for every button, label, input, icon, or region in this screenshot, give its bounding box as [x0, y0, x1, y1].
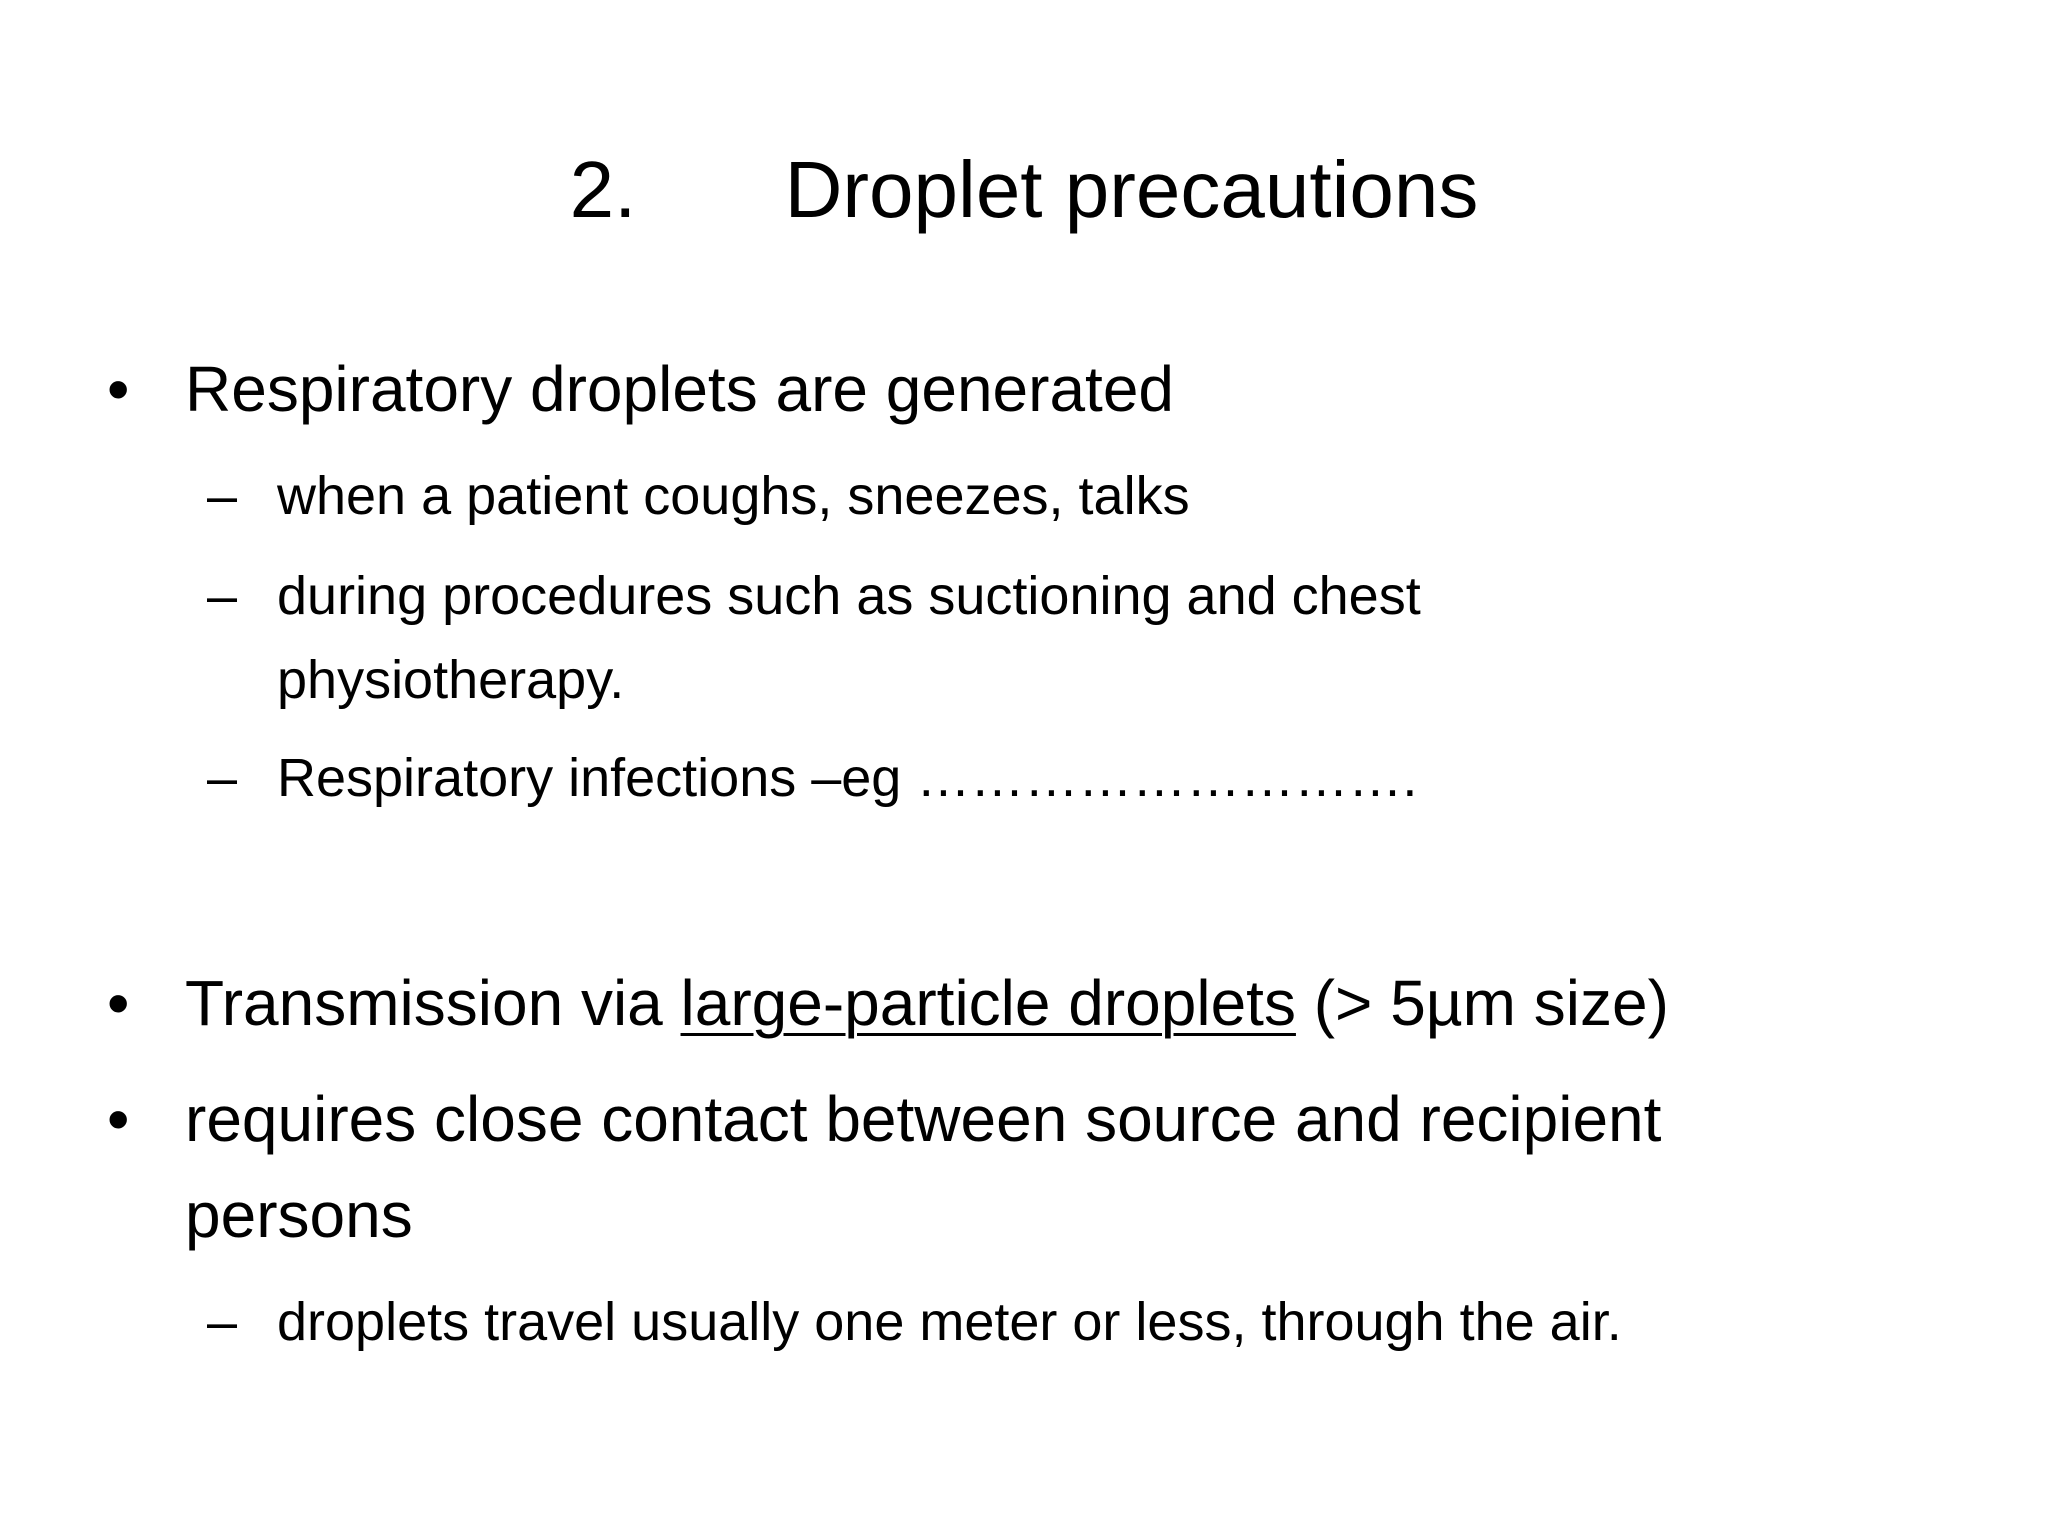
title-text: Droplet precautions [784, 145, 1479, 234]
bullet-text: requires close contact between source and recipient [185, 1083, 1662, 1155]
dash-glyph: – [207, 466, 238, 526]
sub-bullet-item [207, 742, 1418, 814]
title-number: 2. [569, 145, 637, 234]
underlined-term: large-particle droplets [680, 967, 1296, 1039]
sub-bullet-text: during procedures such as suctioning and chest [277, 566, 1421, 626]
sub-bullet-text: Respiratory infections –eg ………………………. [277, 748, 1418, 808]
dash-glyph: – [207, 566, 238, 626]
slide-title [0, 140, 2048, 240]
bullet-item [107, 960, 1669, 1046]
sub-bullet-text: droplets travel usually one meter or less, through the air. [277, 1292, 1622, 1352]
sub-bullet-item [207, 560, 1421, 632]
bullet-item [107, 346, 1174, 432]
bullet-text: persons [185, 1179, 413, 1251]
sub-bullet-item [207, 460, 1190, 532]
bullet-continuation [185, 1172, 413, 1258]
bullet-text-prefix: Transmission via [185, 967, 681, 1039]
dash-glyph: – [207, 748, 238, 808]
bullet-text-suffix: (> 5µm size) [1295, 967, 1669, 1039]
bullet-glyph: • [107, 1083, 130, 1155]
bullet-glyph: • [107, 353, 130, 425]
bullet-item [107, 1076, 1662, 1162]
sub-bullet-text: physiotherapy. [277, 650, 625, 710]
sub-bullet-continuation [277, 644, 624, 716]
bullet-text: Respiratory droplets are generated [185, 353, 1174, 425]
dash-glyph: – [207, 1292, 238, 1352]
bullet-glyph: • [107, 967, 130, 1039]
sub-bullet-text: when a patient coughs, sneezes, talks [277, 466, 1190, 526]
sub-bullet-item [207, 1286, 1622, 1358]
